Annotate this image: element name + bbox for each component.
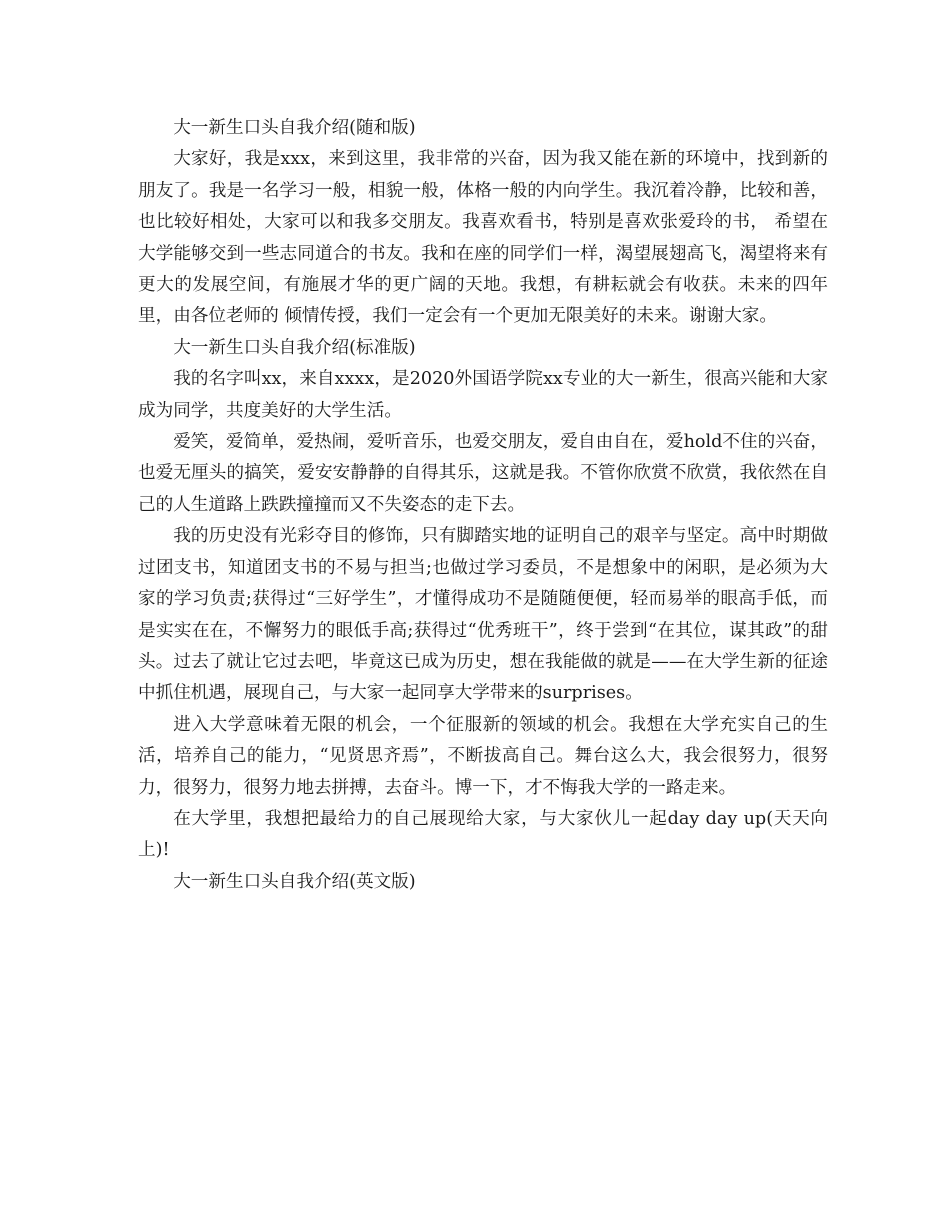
paragraph-history: 我的历史没有光彩夺目的修饰，只有脚踏实地的证明自己的艰辛与坚定。高中时期做过团支书，知道团支书的不易与担当;也做过学习委员，不是想象中的闲职，是必须为大家的学习负责;获得过“三好学生”，才懂得成功不是随随便便，轻而易举的眼高手低，而是实实在在，不懈努力的眼低手高;获得过“优秀班干”，终于尝到“在其位，谋其政”的甜头。过去了就让它过去吧，毕竟这已成为历史，想在我能做的就是——在大学生新的征途中抓住机遇，展现自己，与大家一起同享大学带来的surprises。 bbox=[138, 526, 828, 704]
paragraph-closing: 在大学里，我想把最给力的自己展现给大家，与大家伙儿一起day day up(天天向上)! bbox=[138, 808, 828, 861]
section-heading-english: 大一新生口头自我介绍(英文版) bbox=[173, 871, 416, 892]
paragraph-casual-intro: 大家好，我是xxx，来到这里，我非常的兴奋，因为我又能在新的环境中，找到新的朋友了。我是一名学习一般，相貌一般，体格一般的内向学生。我沉着冷静，比较和善，也比较好相处，大家可以和我多交朋友。我喜欢看书，特别是喜欢张爱玲的书， 希望在大学能够交到一些志同道合的书友。我和在座的同学们一样，渴望展翅高飞，渴望将来有更大的发展空间，有施展才华的更广阔的天地。我想，有耕耘就会有收获。未来的四年里，由各位老师的 倾情传授，我们一定会有一个更加无限美好的未来。谢谢大家。 bbox=[138, 149, 828, 327]
section-heading-casual: 大一新生口头自我介绍(随和版) bbox=[173, 118, 416, 138]
document-page bbox=[138, 113, 828, 898]
paragraph-university-plan: 进入大学意味着无限的机会，一个征服新的领域的机会。我想在大学充实自己的生活，培养自己的能力，“见贤思齐焉”，不断拔高自己。舞台这么大，我会很努力，很努力，很努力，很努力地去拼搏，去奋斗。博一下，才不悔我大学的一路走来。 bbox=[138, 714, 828, 798]
paragraph-personality: 爱笑，爱简单，爱热闹，爱听音乐，也爱交朋友，爱自由自在，爱hold不住的兴奋，也爱无厘头的搞笑，爱安安静静的自得其乐，这就是我。不管你欣赏不欣赏，我依然在自己的人生道路上跌跌撞撞而又不失姿态的走下去。 bbox=[138, 432, 828, 515]
paragraph-standard-intro: 我的名字叫xx，来自xxxx，是2020外国语学院xx专业的大一新生，很高兴能和大家成为同学，共度美好的大学生活。 bbox=[138, 369, 828, 421]
section-heading-standard: 大一新生口头自我介绍(标准版) bbox=[173, 337, 416, 358]
